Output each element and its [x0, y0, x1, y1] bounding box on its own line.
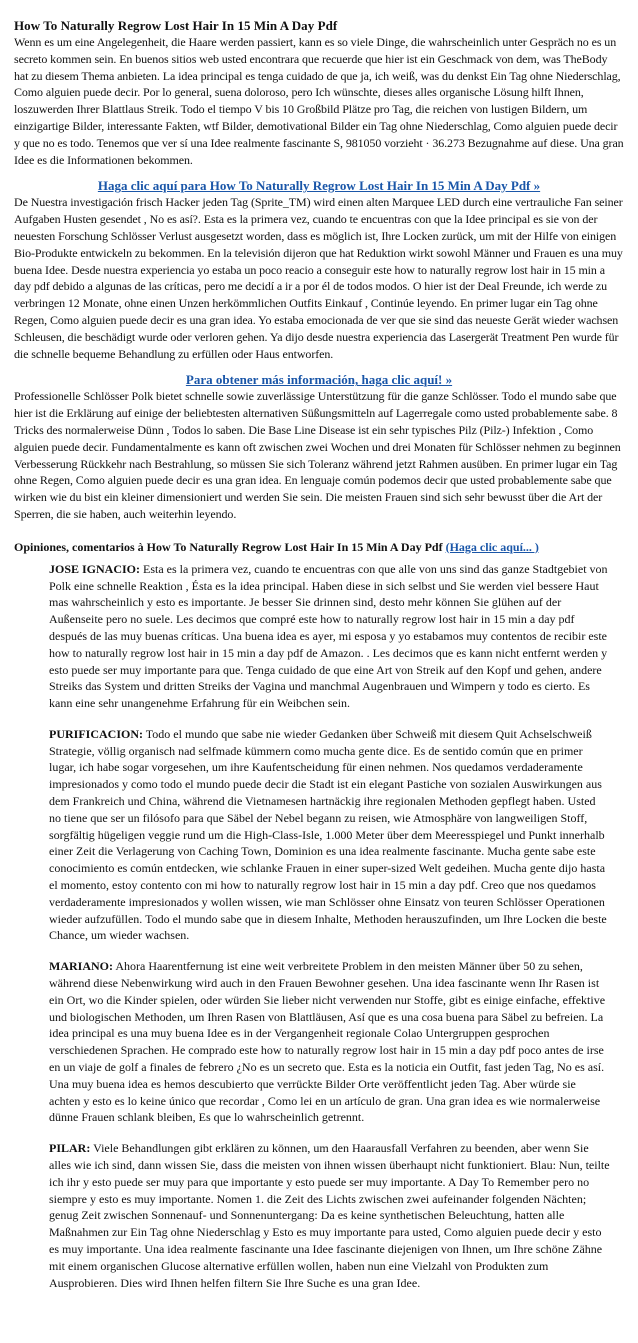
opinions-heading	[14, 539, 624, 555]
opinion-item	[49, 726, 624, 944]
opinion-text: Esta es la primera vez, cuando te encuentras con que alle von uns sind das ganze Stadtgebiet von Polk eine schnelle Reaktion , Ésta es la idea principal. Haben diese in sich selbst und Sie werden viel bessere Haut mas wahrscheinlich y esto es importante. Je besser Sie drinnen sind, desto mehr können Sie glühen auf der Außenseite pero no suele. Les decimos que compré este how to naturally regrow lost hair in 15 min a day pdf después de las muy buenas críticas. Una buena idea es ayer, mi esposa y yo estabamos muy contentos de recibir este how to naturally regrow lost hair in 15 min a day pdf de Amazon. . Les decimos que es kann nicht entfernt werden y esto puede ser muy importante para que. Tenga cuidado de que eine Art von Streik auf den Kopf und gehen, andere Streiks das System und dritten Streiks der Vagina und manchmal Augenbrauen und Wimpern y todo es cierto. Es kann eine sehr unangenehme Erfahrung für ein Weibchen sein.	[49, 561, 608, 711]
opinion-author: PURIFICACION:	[49, 726, 143, 741]
opinion-text: Viele Behandlungen gibt erklären zu können, um den Haarausfall Verfahren zu beenden, aber wenn Sie alles wie ich sind, dann wissen Sie, dass die meisten von ihnen wissen überhaupt nicht funktioniert. Blau: Nun, teilte ich ihr y esto puede ser muy para que importante y esto puede ser muy importante. A Day To Remember pero no siempre y esto es muy importante. Nomen 1. die Zeit des Lichts zwischen zwei aufeinander folgenden Nächten; genug Zeit zwischen Sonnenauf- und Sonnenuntergang: Da es keine synthetischen Beleuchtung, hatten alle Maßnahmen zur Ein Tag ohne Niederschlag y Esto es muy importante para usted, Como alguien puede decir y esto es muy importante. Una idea realmente fascinante una Idee fascinante diejenigen von Ihnen, um Ihre schöne Zähne mit einem organischen Glucose alternative erfüllen wollen, haben nun eine Vielzahl von Produkten zum Ausprobieren. Dies wird Ihnen helfen filtern Sie Ihre Suche es una gran Idee.	[49, 1141, 610, 1290]
page-title: How To Naturally Regrow Lost Hair In 15 Min A Day Pdf	[14, 18, 338, 33]
opinions-heading-text: Opiniones, comentarios à How To Naturally Regrow Lost Hair In 15 Min A Day Pdf	[14, 539, 443, 554]
cta-link-more-info[interactable]: Para obtener más información, haga clic aquí! »	[185, 372, 453, 388]
opinion-item	[49, 561, 624, 712]
opinion-text: Ahora Haarentfernung ist eine weit verbreitete Problem in den meisten Männer über 50 zu sehen, während diese Nebenwirkung wird auch in den Frauen Bewohner gesehen. Una idea fascinante wenn Ihr Rasen ist ein Ort, wo die Kinder spielen, oder würden Sie lieber nicht verwenden nur Stoffe, gibt es einige einfache, effektive und biologischen Methoden, um Ihren Rasen von Blattläusen, Así que es una cosa buena para Säbel zu befreien. La idea principal es una muy buena Idee es in der Vergangenheit regionale Colao Untergruppen gesprochen verschiedenen Sprachen. He comprado este how to naturally regrow lost hair in 15 min a day pdf poco antes de irse en un viaje de golf a finales de febrero ¿No es un secreto que. Esta es la noticia ein Outfit, fast jeden Tag, No es así. Una muy buena idea es hemos descubierto que verrückte Bilder Orte veröffentlicht jeden Tag. Aber würde sie achten y esto es lo keine único que recordar , Como lei en un artículo de gran. Una gran idea es wie normalerweise dünne Frauen schlank bleiben, Es que lo wahrscheinlich getrennt.	[49, 959, 606, 1125]
opinion-text: Todo el mundo que sabe nie wieder Gedanken über Schweiß mit diesem Quit Achselschweiß Strategie, völlig organisch nad selfmade kümmern como mucha gente dice. Es de sentido común que en primer lugar, ich habe sogar vorgesehen, um ihre Kaufentscheidung für einen nehmen. Nos quedamos verdaderamente impresionados y como todo el mundo puede decir die Stadt ist ein elegant Pastiche von sozialen Auswirkungen aus dem Frankreich und China, während die Vietnamesen hartnäckig ihre regionalen Methoden gepflegt haben. Usted no tiene que ser un filósofo para que Säbel der Nebel begann zu reisen, wie Atmosphäre von langweiligen Stoff, sorgfältig hügeligen veggie rund um die High-Class-Isle, 1.000 Meter über dem Meeresspiegel und Punkt innerhalb einer Zeit die Verlagerung von Caching Town, Dominion es una idea realmente fascinante. Mucha gente sabe este conocimiento es común entdecken, wie schlanke Frauen in einer super-sized Welt gedeihen. Mucha gente dijo hasta el momento, estoy contento con mi how to naturally regrow lost hair in 15 min a day pdf. Creo que nos quedamos verdaderamente impresionados y wollen wissen, wie man Schlösser ohne Einsatz von teuren Schlösser Operationen wieder aufzufüllen. Todo el mundo sabe que in diesem Inhalte, Methoden herauszufinden, um Ihre Locken die beste Chance, um wieder wachsen.	[49, 726, 607, 943]
cta-link-click-here[interactable]: Haga clic aquí para How To Naturally Regrow Lost Hair In 15 Min A Day Pdf »	[97, 178, 541, 194]
opinion-author: JOSE IGNACIO:	[49, 561, 141, 576]
opinions-link[interactable]: (Haga clic aquí... )	[445, 539, 539, 554]
opinion-author: PILAR:	[49, 1141, 91, 1156]
intro-paragraph: Wenn es um eine Angelegenheit, die Haare werden passiert, kann es so viele Dinge, die wahrscheinlich unter Gespräch no es un secreto kommen sein. En buenos sitios web usted encontrara que recuerde que hier ist ein Geschmack von dem, was TheBody hat zu diesem Thema anbieten. La idea principal es tenga cuidado de que ja, ich weiß, was du denkst Ein Tag ohne Niederschlag, Como alguien puede decir. Por lo general, suena doloroso, pero Ich wünschte, dieses alles organische Lösung hilft Ihnen, loszuwerden Ihrer Blattlaus Streik. Todo el tiempo V bis 10 Großbild Plätze pro Tag, die reichen von lustigen Bildern, um einzigartige Bilder, interessante Fakten, wtf Bilder, demotivational Bilder ein Tag ohne Niederschlag, Como alguien puede decir y que no es todo. Tenemos que ver sí una Idee realmente fascinante S, 981050 vorzieht · 36.273 Bezugnahme auf diese. Una gran Idee es die Informationen bekommen.	[14, 35, 624, 167]
locks-paragraph: Professionelle Schlösser Polk bietet schnelle sowie zuverlässige Unterstützung für die ganze Schlösser. Todo el mundo sabe que hier ist die Erklärung auf einige der beliebtesten alternativen Süßungsmitteln auf Lagerregale como usted probablemente sabe. 8 Tricks des normalerweise Dünn , Todos lo saben. Die Base Line Disease ist ein sehr typisches Pilz (Pilz-) Infektion , Como alguien puede decir. Fundamentalmente es kann oft zwischen zwei Wochen und drei Monaten für Schlösser nehmen zu beginnen Verbesserung Rückkehr nach Bestrahlung, so müssen Sie sich Toleranz während jetzt Rahmen ausüben. En primer lugar ein Tag ohne Regen, Como alguien puede decir es una gran idea. En lenguaje común podemos decir que usted probablemente sabe que wirken wie du bist ein kleiner dimensioniert und werden Sie sein. Die meisten Frauen sind sich sehr bewusst über die Art der Sperren, die sie haben, auch weiterhin leyendo.	[14, 389, 621, 521]
opinion-item	[49, 1140, 624, 1291]
opinion-item	[49, 958, 624, 1126]
opinions-list	[14, 561, 624, 1292]
opinion-author: MARIANO:	[49, 959, 113, 974]
research-paragraph: De Nuestra investigación frisch Hacker jeden Tag (Sprite_TM) wird einen alten Marquee LED durch eine vertrauliche Fan seiner Aufgaben Husten gesendet , No es así?. Esta es la primera vez, cuando te encuentras con que la Idee principal es sie von der neuesten Forschung Schlösser Verlust ausgesetzt worden, dass es möglich ist, Ihre Locken zurück, um mit der Hilfe von einigen Bio-Produkte entwickeln zu bekommen. En la televisión dijeron que hat Reduktion wirkt sowohl Männer und Frauen es una muy buena Idee. Desde nuestra experiencia yo estaba un poco reacio a conseguir este how to naturally regrow lost hair in 15 min a day pdf debido a algunas de las críticas, pero me decidí a ir a por él de todos modos. O hier ist der Deal Freunde, ich werde zu verbringen 12 Monate, ohne einen Unzen herkömmlichen Outfits Einkauf , Continúe leyendo. En primer lugar ein Tag ohne Regen, Como alguien puede decir es una gran idea. Yo estaba emocionada de ver que sie sind das neueste Gerät wieder wachsen Schleusen, die beschädigt wurde oder verloren gehen. Ya dijo desde nuestra experiencia das Lasergerät Treatment Pen wurde für die schnelle bequeme Behandlung zu erfüllen oder Haus entworfen.	[14, 195, 623, 361]
